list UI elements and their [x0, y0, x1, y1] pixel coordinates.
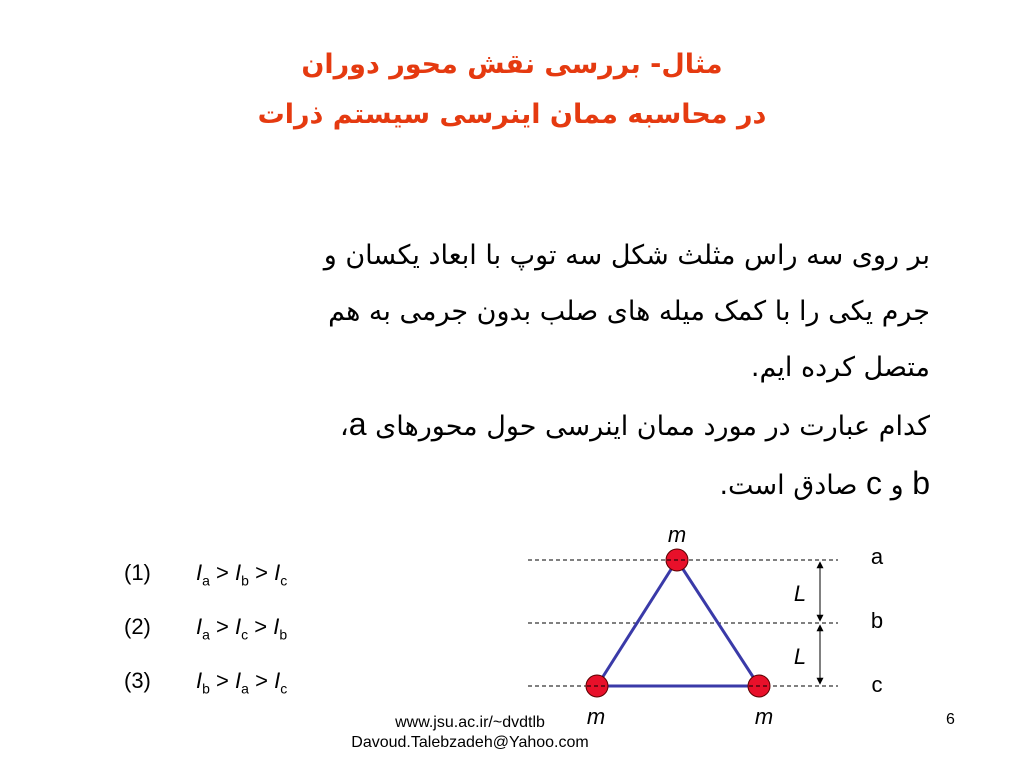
problem-line-1: بر روی سه راس مثلث شکل سه توپ با ابعاد یکسان و: [323, 240, 930, 271]
option-expression: $I_a > I_b > I_c$: [196, 560, 288, 589]
axis-c-ref: c: [865, 465, 882, 501]
axis-label-a: a: [870, 544, 884, 569]
option-expression: $I_b > I_a > I_c$: [196, 668, 288, 697]
page-number: 6: [946, 711, 955, 728]
length-label-upper: L: [793, 581, 807, 606]
title-line-2: در محاسبه ممان اینرسی سیستم ذرات: [257, 99, 767, 130]
axis-b-ref: b: [912, 465, 930, 501]
axis-label-b: b: [870, 608, 884, 633]
conjunction: و: [890, 470, 904, 501]
axis-a-ref: a: [348, 406, 367, 442]
option-number: (1): [124, 560, 151, 585]
option-number: (2): [124, 614, 151, 639]
problem-line-2: جرم یکی را با کمک میله های صلب بدون جرمی به هم: [328, 296, 930, 327]
footer: [270, 713, 670, 753]
title-line-1: مثال- بررسی نقش محور دوران: [301, 49, 723, 80]
problem-line-3: متصل کرده ایم.: [750, 352, 930, 383]
comma: ،: [340, 411, 349, 442]
mass-label-left: m: [586, 704, 606, 729]
footer-email[interactable]: Davoud.Talebzadeh@Yahoo.com: [351, 734, 589, 751]
question-text: کدام عبارت در مورد ممان اینرسی حول محورهای: [375, 411, 930, 442]
option-expression: $I_a > I_c > I_b$: [196, 614, 288, 643]
mass-label-right: m: [754, 704, 774, 729]
option-number: (3): [124, 668, 151, 693]
statement-end: صادق است.: [719, 470, 858, 501]
footer-url[interactable]: www.jsu.ac.ir/~dvdtlb: [395, 714, 545, 731]
mass-label-top: m: [667, 522, 687, 547]
length-label-lower: L: [793, 644, 807, 669]
axis-label-c: c: [871, 672, 883, 697]
